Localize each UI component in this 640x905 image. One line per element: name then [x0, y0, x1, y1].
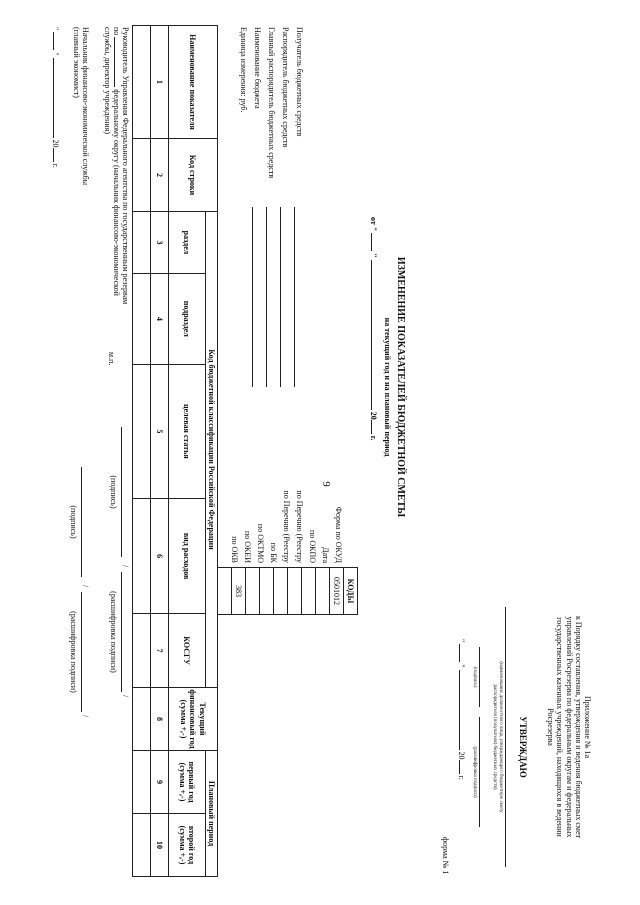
approve-date-g: г.	[457, 775, 466, 780]
code-value-okv	[218, 568, 232, 615]
code-value-registry-2	[274, 568, 288, 615]
field-budget-name-line[interactable]	[252, 207, 253, 387]
th-current: Текущий финансовый год (сумма +,-)	[168, 688, 217, 751]
th-name: Наименование показателя	[168, 26, 217, 139]
code-value-bk	[260, 568, 274, 615]
appendix-header	[546, 567, 592, 887]
fin-line-2: (главный экономист)	[71, 27, 81, 98]
field-recipient: Получатель бюджетных средств	[295, 27, 304, 137]
code-label-bk: по БК	[269, 542, 278, 563]
bottom-date-g: г.	[51, 163, 60, 168]
bottom-date	[51, 27, 60, 168]
head-decode-line[interactable]	[121, 572, 122, 692]
col-number-4: 4	[150, 273, 168, 364]
date-year: 20	[369, 411, 378, 420]
head-line-1: Руководитель Управления Федерального агентства по государственным резервам	[121, 27, 130, 305]
th-plan: Плановый период	[205, 751, 217, 877]
codes-header: КОДЫ	[344, 568, 358, 615]
head-decode-caption: (расшифровка подписи)	[109, 591, 118, 673]
head-line-2	[112, 27, 121, 427]
code-label-okud: Форма по ОКУД	[334, 506, 343, 563]
document-date-line	[369, 217, 378, 517]
code-value-date	[316, 568, 330, 615]
document-title: ИЗМЕНЕНИЕ ПОКАЗАТЕЛЕЙ БЮДЖЕТНОЙ СМЕТЫ	[395, 256, 406, 518]
code-label-okpo: по ОКПО	[308, 530, 317, 563]
th-kosgu: КОСГУ	[168, 614, 205, 688]
code-value-oktmo	[246, 568, 260, 615]
col-number-6: 6	[150, 499, 168, 614]
col-number-5: 5	[150, 364, 168, 498]
approve-caption-1: (наименование должностного лица, утверждающего бюджетную смету	[498, 661, 503, 813]
table-cell[interactable]	[132, 751, 150, 814]
bottom-date-quote-open: "	[51, 27, 60, 31]
col-number-9: 9	[150, 751, 168, 814]
th-expense: вид расходов	[168, 499, 205, 614]
approve-date-year: 20	[457, 751, 466, 760]
table-cell[interactable]	[132, 814, 150, 877]
table-cell[interactable]	[132, 688, 150, 751]
table-cell[interactable]	[132, 212, 150, 274]
th-section: раздел	[168, 212, 205, 274]
head-line-2-prefix: по	[111, 27, 121, 36]
field-distributor: Распорядитель бюджетных средств	[281, 27, 290, 148]
bottom-date-year: 20	[51, 139, 60, 148]
fin-slash-1: /	[81, 585, 90, 588]
table-cell[interactable]	[132, 364, 150, 498]
col-number-2: 2	[150, 139, 168, 212]
appendix-line-3: государственных казенных учреждений, находящихся в ведении	[555, 617, 565, 837]
field-unit: Единица измерения: руб.	[239, 27, 248, 113]
appendix-title: Приложение № 1а	[583, 695, 592, 759]
code-label-date: Дата	[321, 547, 330, 563]
th-kbk: Код бюджетной классификации Российской Федерации	[205, 212, 217, 688]
approve-sign-caption: (подпись)	[472, 666, 477, 688]
approve-title: УТВЕРЖДАЮ	[518, 716, 528, 778]
fin-signature-block	[72, 27, 90, 185]
approve-date-quote-close: "	[457, 664, 466, 668]
field-budget-name: Наименование бюджета	[253, 27, 262, 109]
table-cell[interactable]	[132, 614, 150, 688]
table-cell[interactable]	[132, 26, 150, 139]
th-first-year: первый год (сумма +,-)	[168, 751, 205, 814]
table-cell[interactable]	[132, 273, 150, 364]
fin-slash-2: /	[81, 715, 90, 718]
approve-decode-caption: (расшифровка подписи)	[472, 746, 477, 798]
rotated-document-sheet	[40, 7, 600, 897]
approve-date	[457, 639, 466, 879]
page-number: 9	[320, 481, 332, 487]
field-recipient-line[interactable]	[294, 207, 295, 387]
head-signature-block	[102, 27, 130, 427]
head-line-3: службы, директор учреждения)	[102, 27, 112, 135]
code-value-okei: 383	[232, 568, 246, 615]
code-label-oktmo: по ОКТМО	[256, 523, 265, 563]
col-number-8: 8	[150, 688, 168, 751]
main-table	[132, 25, 218, 877]
th-second-year: второй год (сумма +,-)	[168, 814, 205, 877]
th-subsection: подраздел	[168, 273, 205, 364]
appendix-line-1: к Порядку составления, утверждения и ведения бюджетных смет	[573, 615, 583, 839]
field-main-distributor-line[interactable]	[266, 207, 267, 387]
table-row	[132, 26, 150, 877]
col-number-1: 1	[150, 26, 168, 139]
table-cell[interactable]	[132, 499, 150, 614]
field-main-distributor: Главный распорядитель бюджетных средств	[267, 27, 276, 179]
document-subtitle: на текущий год и на плановый период	[383, 317, 392, 457]
approve-sign-line	[479, 647, 480, 707]
th-target: целевая статья	[168, 364, 205, 498]
appendix-line-4: Росрезерва	[546, 708, 556, 746]
code-label-registry-2: по Перечню (Реестру	[282, 490, 291, 563]
head-slash-2: /	[121, 695, 130, 698]
bottom-date-quote-close: "	[51, 52, 60, 56]
fin-decode-caption: (расшифровка подписи)	[69, 611, 78, 693]
date-from: от "	[369, 217, 378, 232]
code-value-okud: 0501012	[330, 568, 344, 615]
head-sign-line[interactable]	[121, 427, 122, 557]
col-number-10: 10	[150, 814, 168, 877]
code-value-okpo	[302, 568, 316, 615]
code-label-okv: по ОКВ	[230, 536, 239, 563]
table-cell[interactable]	[132, 139, 150, 212]
form-label: форма № 1	[441, 837, 450, 875]
codes-table	[217, 567, 358, 615]
code-label-okei: по ОКЕИ	[243, 530, 252, 563]
col-number-7: 7	[150, 614, 168, 688]
fin-line-1: Начальник финансово-экономической службы	[81, 27, 90, 186]
head-line-2-text: федеральному округу (начальник финансово-экономической	[111, 89, 121, 296]
th-code: Код строки	[168, 139, 217, 212]
fin-sign-caption: (подпись)	[69, 505, 78, 539]
fin-decode-line[interactable]	[81, 592, 82, 712]
code-label-registry-1: по Перечню (Реестру	[295, 490, 304, 563]
date-quote-close: "	[369, 253, 378, 258]
fin-sign-line[interactable]	[81, 467, 82, 577]
approve-position-line	[505, 607, 506, 867]
approve-caption-2: распорядителя (получателя) бюджетных средств)	[492, 684, 497, 790]
head-sign-caption: (подпись)	[109, 475, 118, 509]
date-g: г.	[369, 435, 378, 441]
approve-decode-line	[479, 717, 480, 827]
field-distributor-line[interactable]	[280, 207, 281, 387]
head-slash-1: /	[121, 565, 130, 568]
col-number-3: 3	[150, 212, 168, 274]
approve-date-quote-open: "	[457, 639, 466, 643]
code-value-registry-1	[288, 568, 302, 615]
stamp-place: м.п.	[107, 352, 116, 366]
appendix-line-2: управлений Росрезерва по федеральным округам и федеральных	[564, 616, 574, 838]
